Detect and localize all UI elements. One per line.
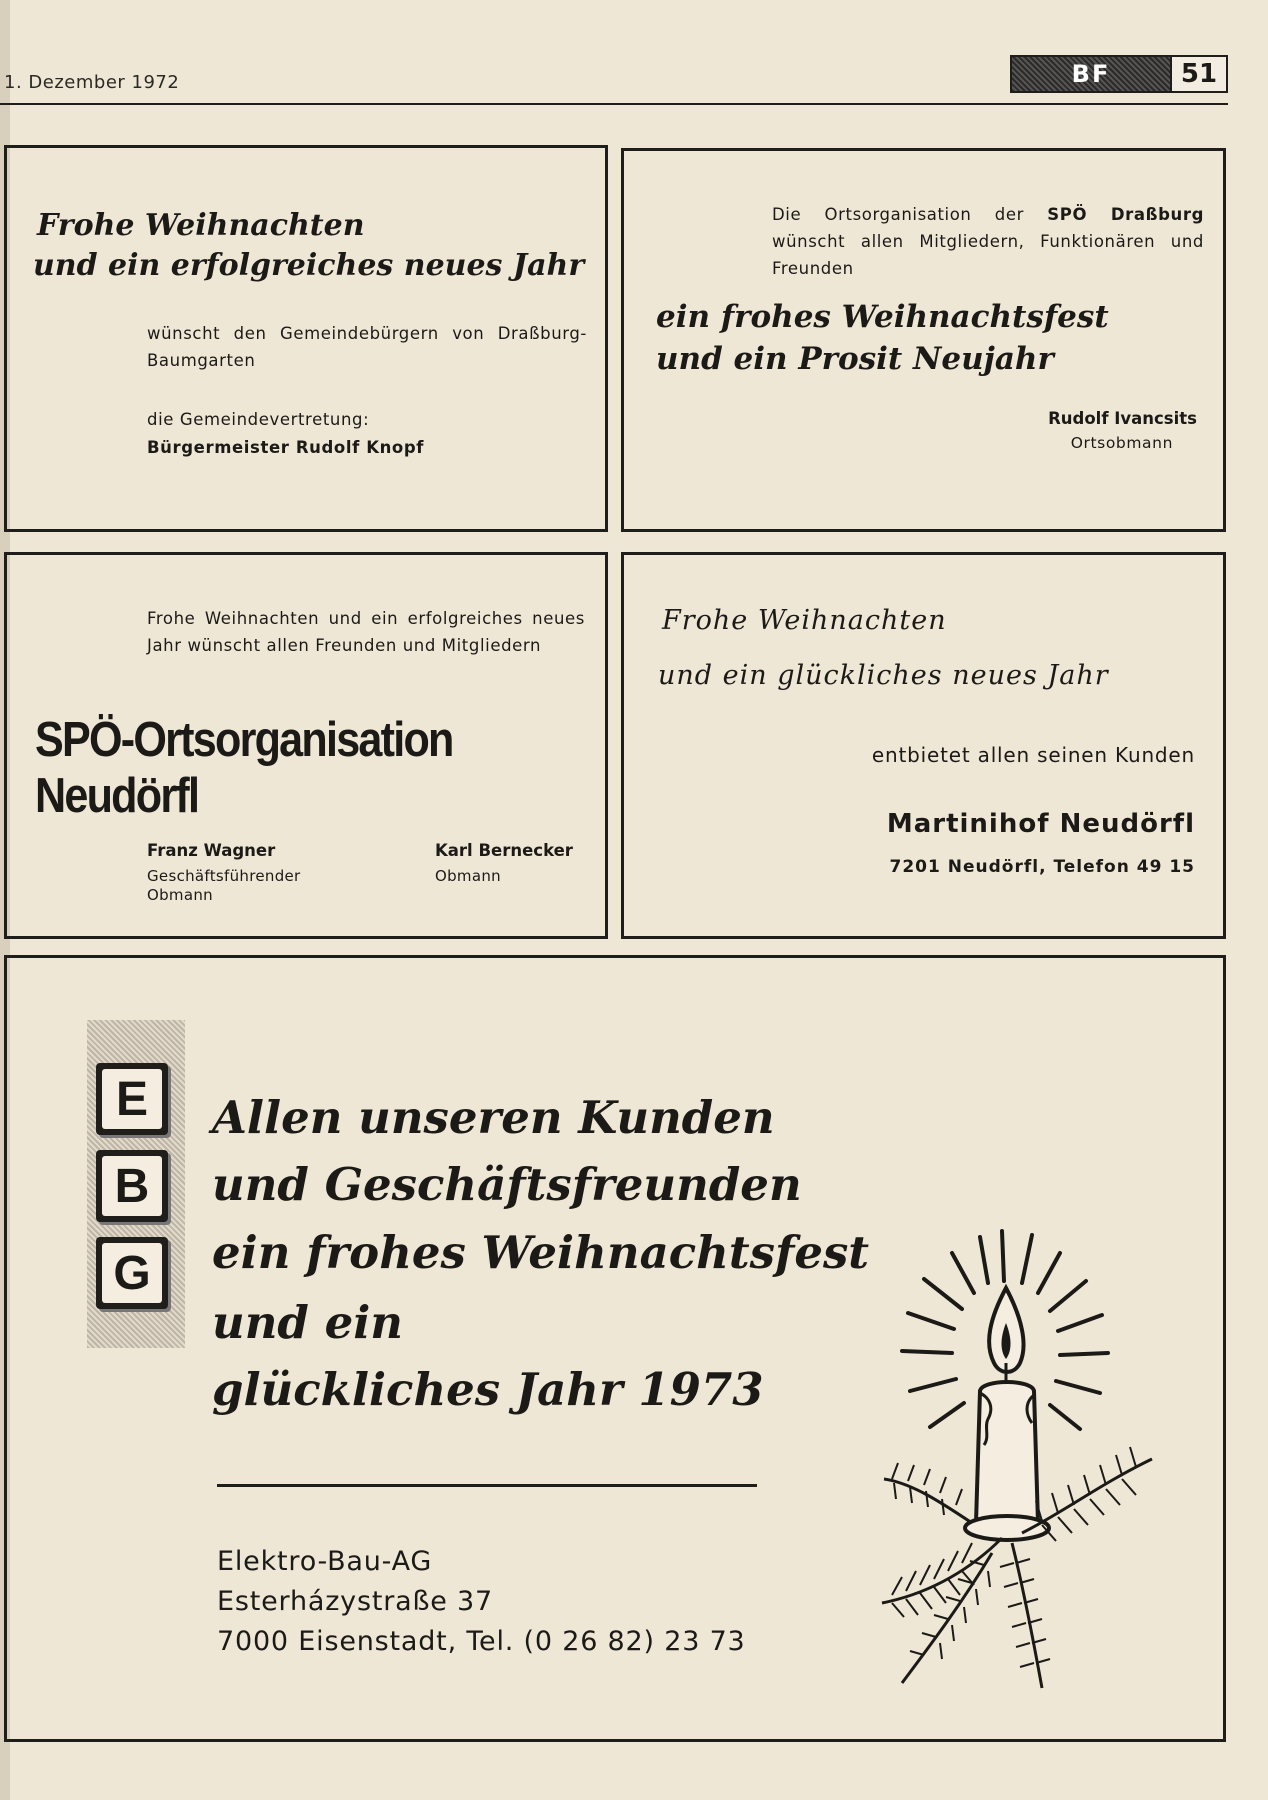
greeting-line-2: und ein erfolgreiches neues Jahr	[33, 248, 585, 283]
person-1-role-line-2: Obmann	[147, 886, 213, 904]
person-1-role	[147, 867, 301, 905]
person-1-name: Franz Wagner	[147, 841, 276, 860]
org-line-2: Neudörfl	[35, 769, 199, 823]
business-address: 7201 Neudörfl, Telefon 49 15	[889, 857, 1195, 877]
slogan-line: glückliches Jahr 1973	[212, 1363, 764, 1416]
header-rule	[0, 103, 1228, 105]
greeting-line-1: Frohe Weihnachten	[37, 208, 365, 243]
slogan-line: und ein	[212, 1296, 404, 1349]
org-line-1: SPÖ-Ortsorganisation	[35, 713, 453, 767]
slogan-line: Allen unseren Kunden	[212, 1091, 775, 1144]
intro-pre: Die Ortsorganisation der	[772, 205, 1048, 224]
greeting-line-2: und ein glückliches neues Jahr	[658, 660, 1109, 691]
page-badge	[1010, 55, 1228, 93]
intro-bold: SPÖ Draßburg	[1047, 205, 1204, 224]
logo-letter-b: B	[96, 1150, 168, 1222]
ad-text: Frohe Weihnachten und ein erfolgreiches neues Jahr wünscht allen Freunden und Mitgliedern	[147, 609, 585, 655]
ad-signer-name: Rudolf Ivancsits	[1048, 409, 1197, 428]
intro-post: wünscht allen Mitgliedern, Funktionären und Freunden	[772, 232, 1204, 278]
candle-illustration	[872, 1223, 1162, 1703]
ad-elektro-bau	[4, 955, 1226, 1742]
ad-signer-role: Ortsobmann	[1070, 434, 1173, 452]
ad-text: entbietet allen seinen Kunden	[871, 743, 1195, 767]
divider-line	[217, 1484, 757, 1487]
greeting-line-2: und ein Prosit Neujahr	[656, 341, 1054, 377]
logo-letter-e: E	[96, 1063, 168, 1135]
person-2-role: Obmann	[435, 867, 501, 885]
ad-org: die Gemeindevertretung:	[147, 410, 370, 429]
page-number: 51	[1170, 57, 1226, 91]
greeting-line-1: Frohe Weihnachten	[662, 605, 947, 636]
publication-mark: BF	[1012, 57, 1170, 91]
slogan-line: und Geschäftsfreunden	[212, 1158, 802, 1211]
company-name: Elektro-Bau-AG	[217, 1546, 433, 1577]
ad-intro	[772, 201, 1204, 282]
ad-gemeinde	[4, 145, 608, 532]
company-street: Esterházystraße 37	[217, 1586, 494, 1617]
logo-letter-g: G	[96, 1237, 168, 1309]
issue-date: 1. Dezember 1972	[4, 72, 180, 93]
slogan-line: ein frohes Weihnachtsfest	[212, 1226, 870, 1279]
business-name: Martinihof Neudörfl	[886, 809, 1195, 839]
greeting-line-1: ein frohes Weihnachtsfest	[656, 299, 1109, 335]
ad-signer: Bürgermeister Rudolf Knopf	[147, 438, 425, 457]
ad-text: wünscht den Gemeindebürgern von Draßburg-Baumgarten	[147, 324, 587, 370]
person-2-name: Karl Bernecker	[435, 841, 573, 860]
company-city-phone: 7000 Eisenstadt, Tel. (0 26 82) 23 73	[217, 1626, 746, 1657]
person-1-role-line-1: Geschäftsführender	[147, 867, 301, 885]
ad-spoe-neudoerfl	[4, 552, 608, 939]
ebg-logo	[87, 1020, 185, 1348]
ad-spoe-drassburg	[621, 148, 1226, 532]
ad-org-name	[35, 712, 453, 824]
ad-martinihof	[621, 552, 1226, 939]
